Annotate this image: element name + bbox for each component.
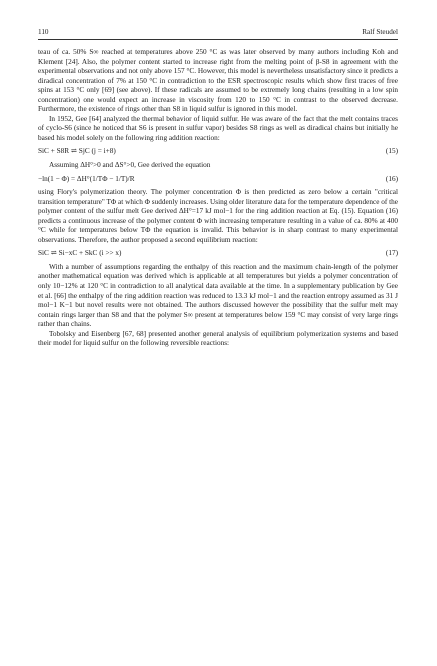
equation-15-expression: SiC + S8R ⇌ SjC (j = i+8) [38,147,116,156]
paragraph-5: With a number of assumptions regarding the enthalpy of this reaction and the maximum chain-length of the polymer another mathematical equation was derived which is applicable at all temperatures but yields a polymer concentration of only 10−12% at 120 °C in contradiction to all analytical data available at the time. In a supplementary publication by Gee et al. [66] the enthalpy of the ring addition reaction was reduced to 13.3 kJ mol−1 and the reaction entropy assumed as 31 J mol−1 K−1 but novel results were not obtained. The authors discussed however the possibility that the sulfur melt may contain rings larger than S8 and that the polymer S∞ present at temperatures below 159 °C may consist of very large rings rather than chains. [38,262,398,329]
equation-16-expression: −ln(1 − Φ) = ΔH°(1/TΦ − 1/T)/R [38,174,135,183]
equation-17-number: (17) [385,249,398,258]
page [38,28,398,349]
equation-15 [38,147,398,157]
equation-17 [38,249,398,259]
equation-16 [38,175,398,185]
page-number: 110 [38,28,49,36]
paragraph-3: Assuming ΔH°>0 and ΔS°>0, Gee derived the equation [49,161,211,170]
running-header [38,28,398,40]
body-text [38,48,398,349]
paragraph-6: Tobolsky and Eisenberg [67, 68] presented another general analysis of equilibrium polymerization systems and based their model for liquid sulfur on the following reversible reactions: [38,329,398,348]
equation-17-expression: SiC ⇌ Si−xC + SkC (i >> x) [38,249,122,258]
running-author: Ralf Steudel [362,28,398,36]
equation-16-number: (16) [385,174,398,183]
paragraph-2: In 1952, Gee [64] analyzed the thermal behavior of liquid sulfur. He was aware of the fact that the melt contains traces of cyclo-S6 (since he noticed that S6 is present in sulfur vapor) besides S8 rings as well as diradical chains but initially he based his model solely on the following ring addition reaction: [38,114,398,142]
paragraph-4: using Flory's polymerization theory. The polymer concentration Φ is then predicted as zero below a certain "critical transition temperature" TΦ at which Φ suddenly increases. Using older literature data for the temperature dependence of the polymer content of the sulfur melt Gee derived ΔH°=17 kJ mol−1 for the ring addition reaction at Eq. (15). Equation (16) predicts a continuous increase of the polymer content Φ with increasing temperature resulting in a value of ca. 80% at 400 °C while for temperatures below TΦ the equation is invalid. This behavior is in sharp contrast to many experimental observations. Therefore, the author proposed a second equilibrium reaction: [38,188,398,244]
paragraph-1: teau of ca. 50% S∞ reached at temperatures above 250 °C as was later observed by many authors including Koh and Klement [24]. Also, the polymer content started to increase right from the melting point of β-S8 in agreement with the experimental observations and not only above 157 °C. However, this model is nevertheless unsatisfactory since it predicts a diradical concentration of 7% at 150 °C in contradiction to the ESR spectroscopic results which show first traces of free spins at 153 °C only [69] (see above). If these radicals are assumed to be extremely long chains (resulting in a low spin concentration) one would expect an increase in viscosity from 120 to 150 °C in contrast to the observed decrease. Furthermore, the existence of rings other than S8 in liquid sulfur is ignored in this model. [38,48,398,114]
equation-15-number: (15) [385,147,398,156]
